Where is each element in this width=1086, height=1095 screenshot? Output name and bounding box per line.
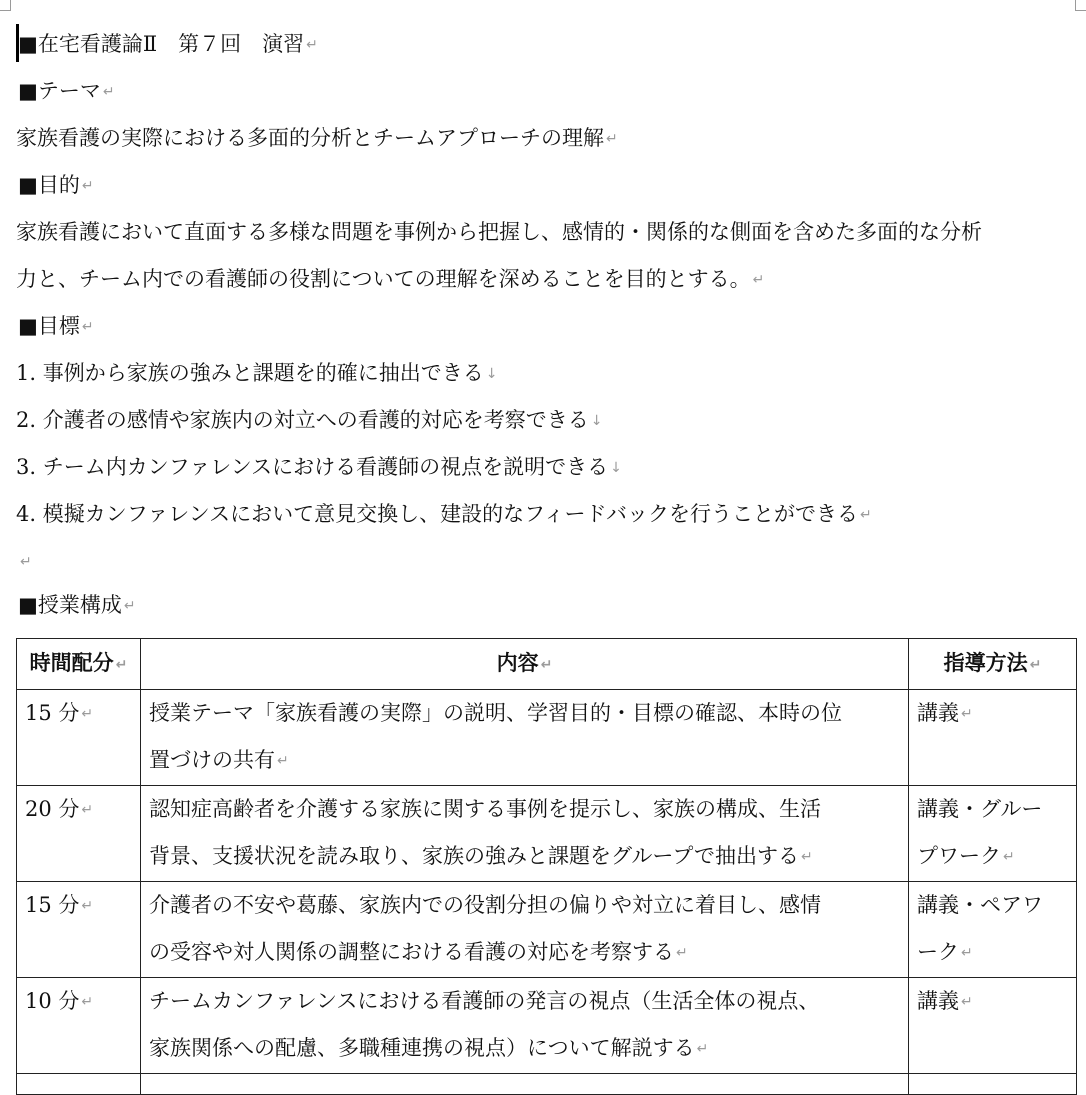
purpose-text-line1: 家族看護において直面する多様な問題を事例から把握し、感情的・関係的な側面を含めた多面的な分析 xyxy=(16,220,982,244)
cell-mark xyxy=(961,945,973,961)
cell-content[interactable]: 授業テーマ「家族看護の実際」の説明、学習目的・目標の確認、本時の位 置づけの共有↵ xyxy=(141,689,909,785)
cell-mark xyxy=(81,898,93,914)
cell-content[interactable]: 介護者の不安や葛藤、家族内での役割分担の偏りや対立に着目し、感情 の受容や対人関係の調整における看護の対応を考察する↵ xyxy=(141,881,909,977)
document-body[interactable] xyxy=(18,21,1082,629)
cell-mark xyxy=(81,706,93,722)
column-header-content: 内容↵ xyxy=(141,639,909,690)
column-header-method: 指導方法↵ xyxy=(909,639,1077,690)
cell-method[interactable] xyxy=(909,1073,1077,1094)
cell-mark xyxy=(801,849,813,865)
paragraph-mark xyxy=(124,598,136,614)
purpose-text-line2: 力と、チーム内での看護師の役割についての理解を深めることを目的とする。↵ xyxy=(16,256,1082,303)
cell-time[interactable]: 20 分↵ xyxy=(17,785,141,881)
line-break-mark xyxy=(591,413,603,429)
cell-mark xyxy=(81,994,93,1010)
page-corner-mark-left xyxy=(0,0,11,11)
cell-content[interactable]: チームカンファレンスにおける看護師の発言の視点（生活全体の視点、 家族関係への配慮、多職種連携の視点）について解説する↵ xyxy=(141,977,909,1073)
cell-method[interactable]: 講義・ペアワ ーク↵ xyxy=(909,881,1077,977)
lesson-structure-table[interactable] xyxy=(16,638,1077,1095)
theme-text: 家族看護の実際における多面的分析とチームアプローチの理解↵ xyxy=(16,115,1082,162)
cell-time[interactable]: 15 分↵ xyxy=(17,881,141,977)
cell-mark xyxy=(676,945,688,961)
purpose-heading: ■目的↵ xyxy=(18,162,1082,209)
paragraph-mark xyxy=(860,507,872,523)
cell-time[interactable]: 10 分↵ xyxy=(17,977,141,1073)
structure-heading: ■授業構成↵ xyxy=(18,582,1082,629)
document-title: ■在宅看護論Ⅱ 第７回 演習↵ xyxy=(18,21,1082,68)
table-row xyxy=(17,977,1077,1073)
line-break-mark xyxy=(610,460,622,476)
goal-item-2: 2. 介護者の感情や家族内の対立への看護的対応を考察できる↓ xyxy=(16,397,1082,444)
paragraph-mark xyxy=(82,319,94,335)
cell-method[interactable]: 講義↵ xyxy=(909,689,1077,785)
cell-mark xyxy=(961,706,973,722)
cell-content[interactable]: 認知症高齢者を介護する家族に関する事例を提示し、家族の構成、生活 背景、支援状況を読み取り、家族の強みと課題をグループで抽出する↵ xyxy=(141,785,909,881)
theme-heading: ■テーマ↵ xyxy=(18,68,1082,115)
cell-mark xyxy=(541,657,553,673)
cell-mark xyxy=(277,753,289,769)
cell-mark xyxy=(81,802,93,818)
line-break-mark xyxy=(486,366,498,382)
goal-item-4: 4. 模擬カンファレンスにおいて意見交換し、建設的なフィードバックを行うことができる↵ xyxy=(16,491,1082,538)
paragraph-mark xyxy=(753,272,765,288)
table-row xyxy=(17,881,1077,977)
column-header-time: 時間配分↵ xyxy=(17,639,141,690)
table-row-partial xyxy=(17,1073,1077,1094)
cell-mark xyxy=(1003,849,1015,865)
paragraph-mark xyxy=(103,84,115,100)
paragraph-mark xyxy=(20,554,32,570)
cell-method[interactable]: 講義↵ xyxy=(909,977,1077,1073)
empty-paragraph xyxy=(18,538,1082,582)
table-header-row xyxy=(17,639,1077,690)
table-row xyxy=(17,689,1077,785)
goal-item-1: 1. 事例から家族の強みと課題を的確に抽出できる↓ xyxy=(16,350,1082,397)
cell-time[interactable]: 15 分↵ xyxy=(17,689,141,785)
paragraph-mark xyxy=(82,178,94,194)
paragraph-mark xyxy=(306,37,318,53)
goal-item-3: 3. チーム内カンファレンスにおける看護師の視点を説明できる↓ xyxy=(16,444,1082,491)
cell-content[interactable] xyxy=(141,1073,909,1094)
goals-heading: ■目標↵ xyxy=(18,303,1082,350)
cell-mark xyxy=(116,657,128,673)
cell-mark xyxy=(697,1041,709,1057)
cell-mark xyxy=(961,994,973,1010)
paragraph-mark xyxy=(606,131,618,147)
cell-method[interactable]: 講義・グルー プワーク↵ xyxy=(909,785,1077,881)
cell-time[interactable] xyxy=(17,1073,141,1094)
cell-mark xyxy=(1030,657,1042,673)
page-corner-mark-right xyxy=(1075,0,1086,11)
table-row xyxy=(17,785,1077,881)
